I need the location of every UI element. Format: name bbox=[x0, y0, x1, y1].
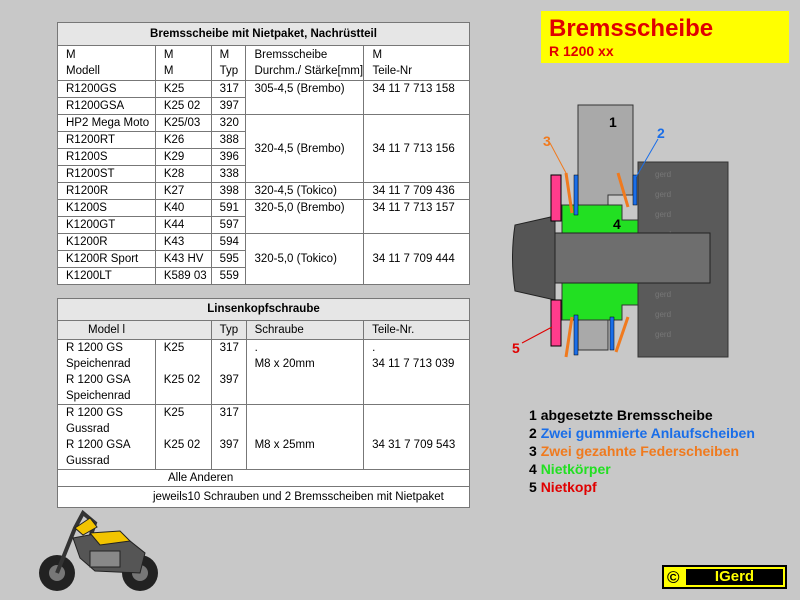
title-box bbox=[541, 11, 789, 63]
svg-text:gerd: gerd bbox=[655, 310, 672, 319]
rubber-washer bbox=[574, 315, 578, 355]
table-row: R1200GSA K25 02 397 bbox=[58, 98, 470, 115]
svg-text:gerd: gerd bbox=[655, 330, 672, 339]
part-number: 34 11 7 709 436 bbox=[364, 183, 470, 200]
table-row: R1200RT K26 388 bbox=[58, 132, 470, 149]
screw-table bbox=[57, 298, 470, 508]
screw-block-spoke: R 1200 GS Speichenrad R 1200 GSA Speichenrad K25 K25 02 317 397 . M8 x 20mm . 34 11 7 713 039 bbox=[58, 340, 470, 405]
svg-text:gerd: gerd bbox=[655, 190, 672, 199]
disc-spec: 320-5,0 (Tokico) bbox=[246, 234, 364, 285]
label-2: 2 bbox=[657, 125, 665, 141]
disc-spec: 320-4,5 (Brembo) bbox=[246, 115, 364, 183]
disc-spec: 320-4,5 (Tokico) bbox=[246, 183, 364, 200]
header-teile: Teile-Nr. bbox=[364, 321, 470, 340]
bolt-head bbox=[513, 216, 556, 300]
header-model: Model l bbox=[58, 321, 212, 340]
part-number: 34 11 7 713 158 bbox=[364, 81, 470, 115]
copyright-badge bbox=[662, 565, 787, 589]
motorcycle-illustration bbox=[35, 503, 165, 595]
legend bbox=[529, 406, 755, 496]
header-part: M Teile-Nr bbox=[364, 46, 470, 81]
table1-title: Bremsscheibe mit Nietpaket, Nachrüstteil bbox=[58, 23, 470, 46]
header-typ2: Typ bbox=[211, 321, 246, 340]
leader-5 bbox=[522, 327, 552, 343]
brake-disc-table bbox=[57, 22, 470, 285]
title-main: Bremsscheibe bbox=[549, 15, 714, 42]
table-row: K1200R Sport K43 HV 595 bbox=[58, 251, 470, 268]
rubber-washer bbox=[610, 317, 614, 350]
spring-washer bbox=[616, 317, 628, 352]
part-number: 34 11 7 709 444 bbox=[364, 234, 470, 285]
label-1: 1 bbox=[609, 114, 617, 130]
legend-item: 4 Nietkörper bbox=[529, 461, 611, 477]
spring-washer bbox=[566, 317, 572, 357]
disc-spec: 305-4,5 (Brembo) bbox=[246, 81, 364, 115]
label-5: 5 bbox=[512, 340, 520, 356]
legend-item: 1 abgesetzte Bremsscheibe bbox=[529, 407, 713, 423]
table2-title: Linsenkopfschraube bbox=[58, 299, 470, 321]
table-row: K1200LT K589 03 559 bbox=[58, 268, 470, 285]
rubber-washer bbox=[633, 175, 637, 205]
header-disc: Bremsscheibe Durchm./ Stärke[mm] bbox=[246, 46, 364, 81]
svg-text:gerd: gerd bbox=[655, 170, 672, 179]
all-others: Alle Anderen bbox=[58, 470, 470, 487]
copyright-text: IGerd bbox=[686, 569, 783, 585]
table2-footer: jeweils10 Schrauben und 2 Bremsscheiben mit Nietpaket bbox=[58, 487, 470, 508]
label-3: 3 bbox=[543, 133, 551, 149]
svg-text:gerd: gerd bbox=[655, 290, 672, 299]
header-schraube: Schraube bbox=[246, 321, 364, 340]
part-number: 34 11 7 713 157 bbox=[364, 200, 470, 234]
table-row: R1200ST K28 338 bbox=[58, 166, 470, 183]
rubber-washer bbox=[574, 175, 578, 215]
table-row: K1200S K40 591 320-5,0 (Brembo) 34 11 7 713 157 bbox=[58, 200, 470, 217]
svg-text:gerd: gerd bbox=[655, 210, 672, 219]
table-row: HP2 Mega Moto K25/03 320 320-4,5 (Brembo) 34 11 7 713 156 bbox=[58, 115, 470, 132]
table-row: R1200S K29 396 bbox=[58, 149, 470, 166]
header-typ: M Typ bbox=[211, 46, 246, 81]
screw-block-cast: R 1200 GS Gussrad R 1200 GSA Gussrad K25 K25 02 317 397 M8 x 25mm 34 31 7 709 543 bbox=[58, 405, 470, 470]
title-sub: R 1200 xx bbox=[549, 43, 614, 59]
part-number: 34 11 7 713 156 bbox=[364, 115, 470, 183]
table-row: R1200R K27 398 320-4,5 (Tokico) 34 11 7 709 436 bbox=[58, 183, 470, 200]
brake-disc-diagram bbox=[500, 95, 730, 370]
disc-spec: 320-5,0 (Brembo) bbox=[246, 200, 364, 234]
table-row: K1200GT K44 597 bbox=[58, 217, 470, 234]
table-row: K1200R K43 594 320-5,0 (Tokico) 34 11 7 709 444 bbox=[58, 234, 470, 251]
copyright-symbol: © bbox=[667, 568, 680, 587]
table-row: R1200GS K25 317 305-4,5 (Brembo) 34 11 7 713 158 bbox=[58, 81, 470, 98]
label-4: 4 bbox=[613, 216, 621, 232]
legend-item: 5 Nietkopf bbox=[529, 479, 597, 495]
legend-item: 2 Zwei gummierte Anlaufscheiben bbox=[529, 425, 755, 441]
rivet-head bbox=[551, 175, 561, 221]
brake-disc-upper bbox=[578, 105, 633, 220]
header-m: M M bbox=[155, 46, 211, 81]
legend-item: 3 Zwei gezahnte Federscheiben bbox=[529, 443, 740, 459]
bolt bbox=[540, 233, 710, 283]
leader-3 bbox=[550, 143, 566, 173]
rivet-head bbox=[551, 300, 561, 346]
header-modell: M Modell bbox=[58, 46, 156, 81]
